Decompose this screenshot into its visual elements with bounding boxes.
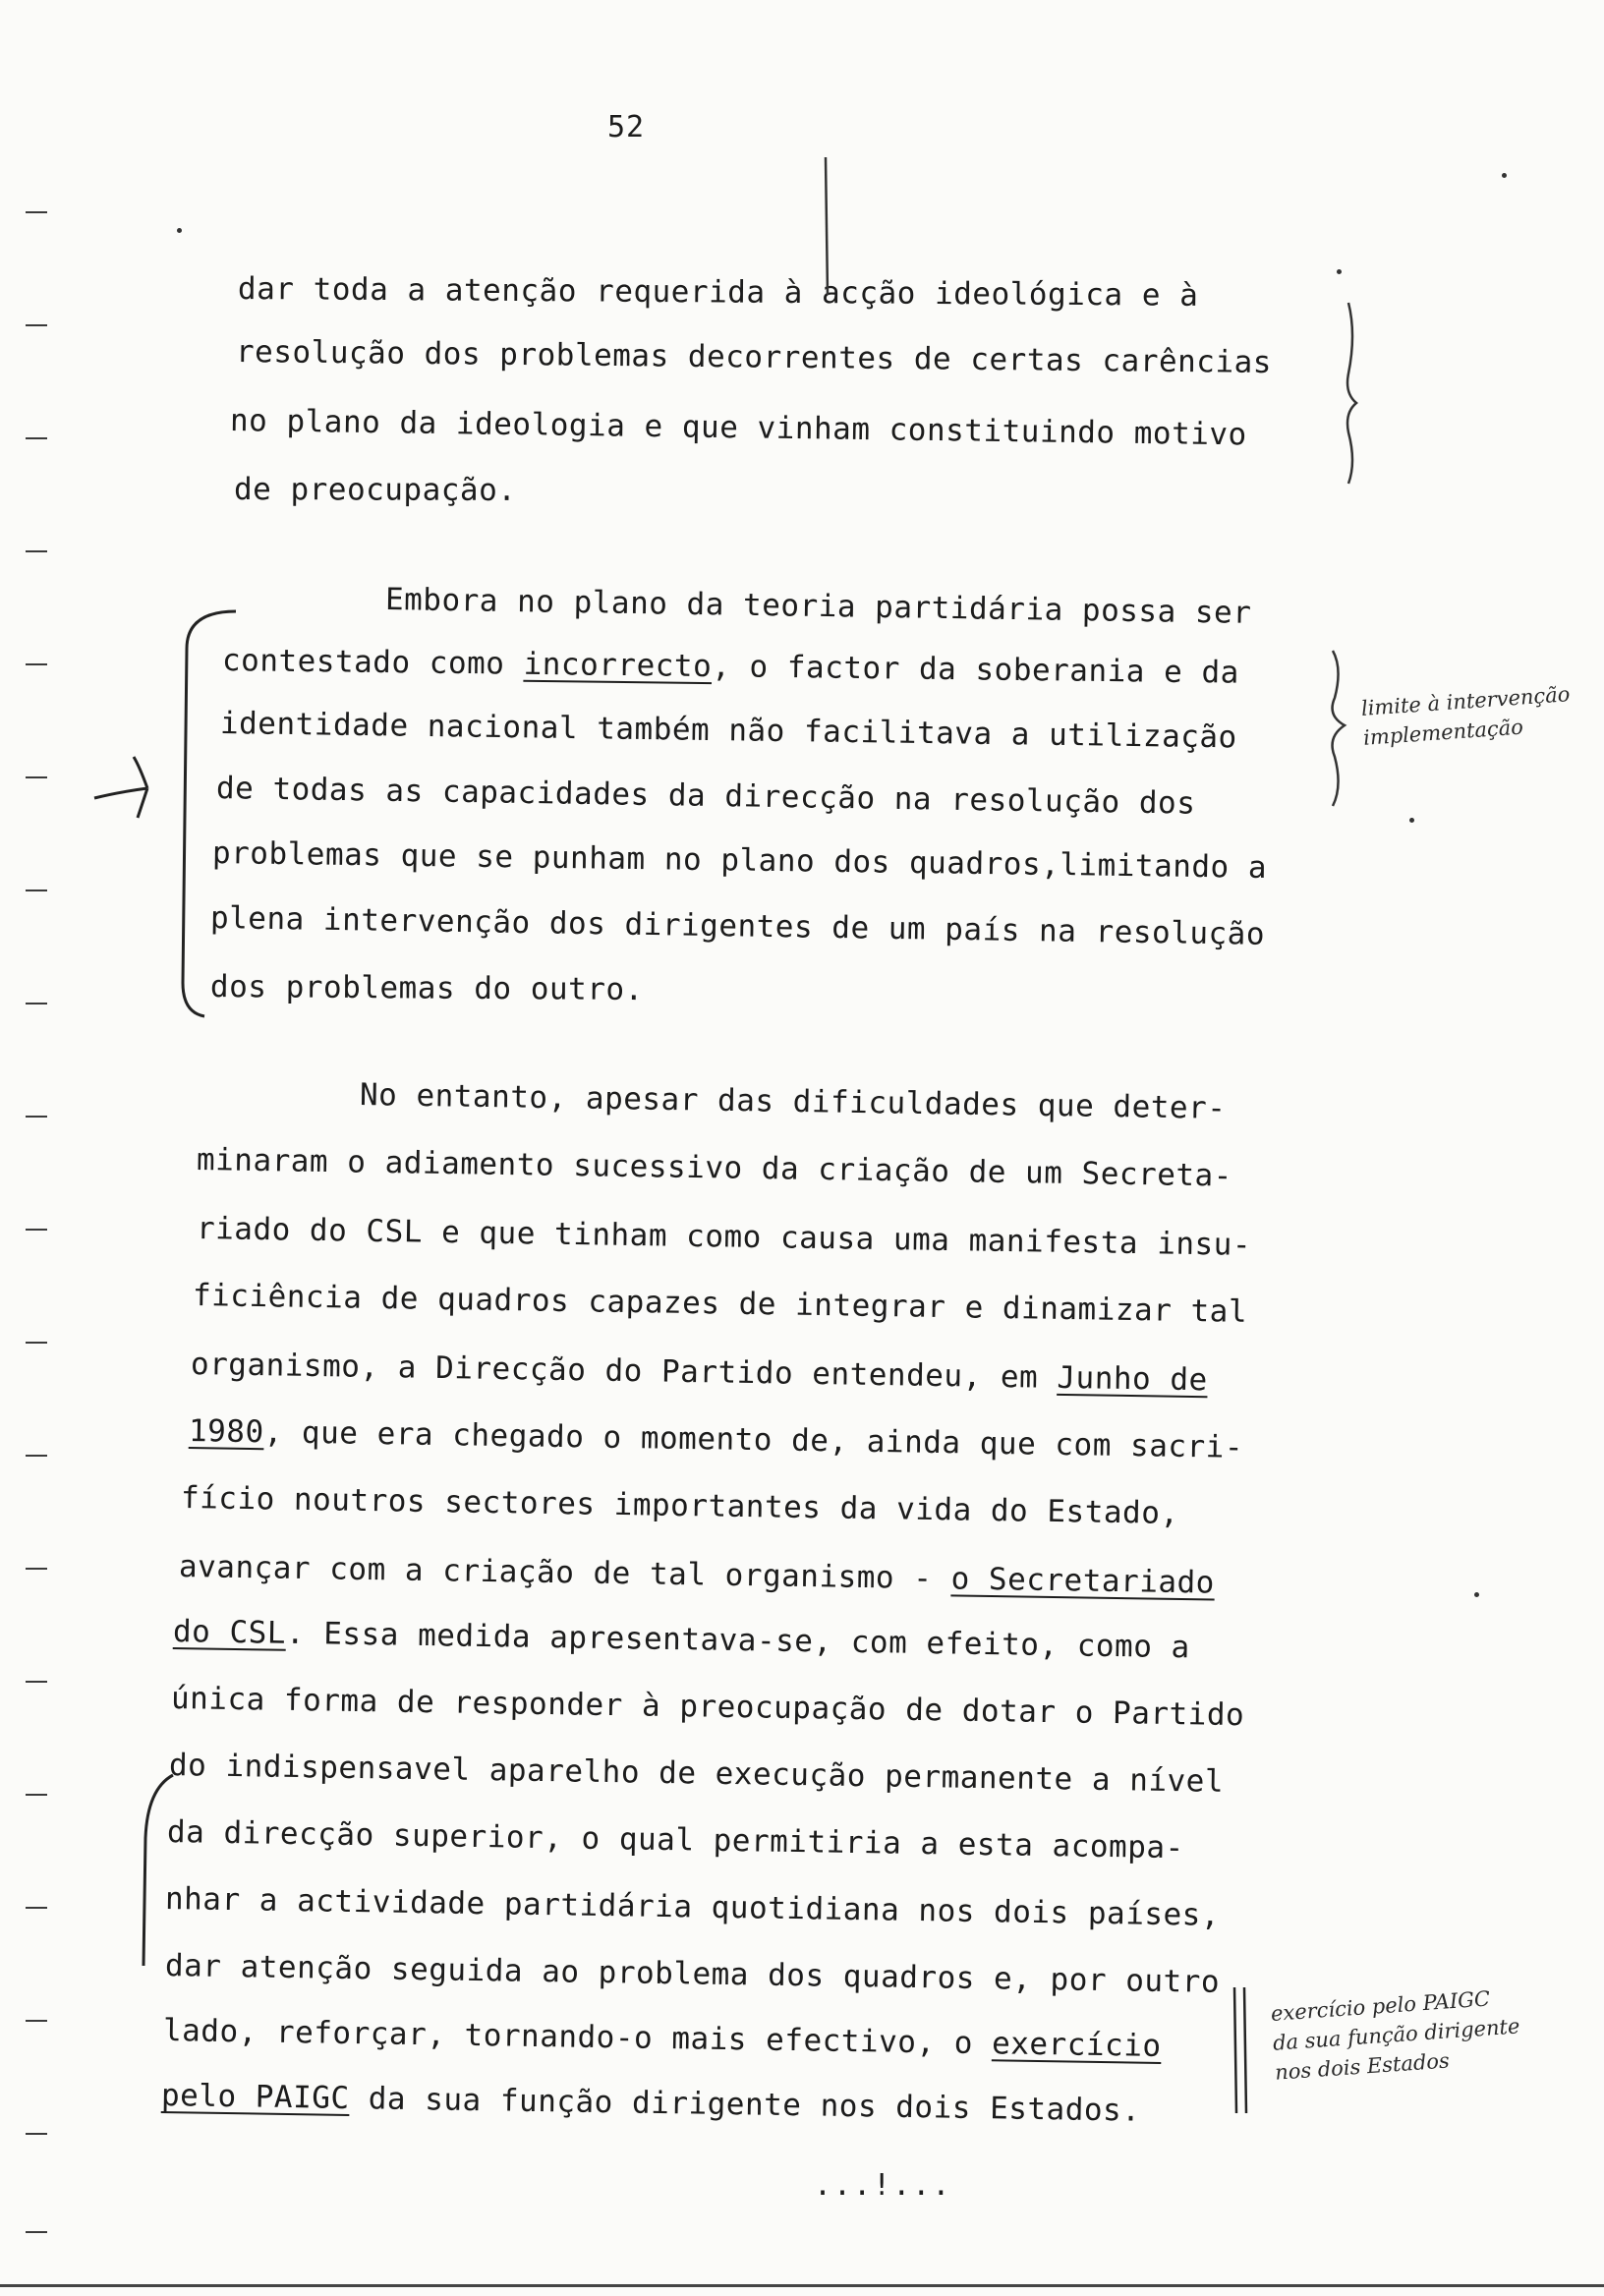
text-segment: de preocupação. xyxy=(233,472,517,509)
underlined-text: o Secretariado xyxy=(950,1561,1216,1601)
text-segment: Embora no plano da teoria partidária possa ser xyxy=(384,582,1252,631)
handwritten-note-line: limite à intervenção xyxy=(1360,682,1572,720)
margin-mark xyxy=(26,2020,47,2022)
margin-mark xyxy=(26,1455,47,1457)
text-segment: dar toda a atenção requerida à acção ideológica e à xyxy=(237,271,1199,314)
text-line xyxy=(181,1478,1179,1533)
margin-mark xyxy=(26,663,47,665)
arrow-icon xyxy=(94,757,147,818)
margin-mark xyxy=(26,1794,47,1796)
margin-mark xyxy=(26,1003,47,1004)
underlined-text: incorrecto xyxy=(523,646,713,685)
text-segment: No entanto, apesar das dificuldades que deter- xyxy=(359,1077,1227,1126)
margin-mark xyxy=(26,211,47,213)
text-segment: da sua função dirigente nos dois Estados. xyxy=(349,2081,1141,2129)
text-line xyxy=(222,641,1239,693)
handwritten-note-2 xyxy=(1270,1981,1522,2087)
text-line xyxy=(163,2011,1162,2066)
page-number: 52 xyxy=(607,110,646,144)
text-segment: ficiência de quadros capazes de integrar e dinamizar tal xyxy=(192,1278,1248,1330)
text-line xyxy=(191,1345,1208,1400)
speck xyxy=(1409,818,1414,823)
underlined-text: 1980 xyxy=(188,1413,264,1451)
text-segment: plena intervenção dos dirigentes de um país na resolução xyxy=(209,900,1266,952)
text-segment: fício noutros sectores importantes da vida do Estado, xyxy=(180,1480,1179,1531)
text-line xyxy=(167,1812,1184,1867)
text-line xyxy=(197,1140,1232,1196)
handwritten-note-line: exercício pelo PAIGC xyxy=(1270,1986,1491,2026)
text-line xyxy=(210,967,644,1009)
text-line xyxy=(179,1547,1216,1603)
speck xyxy=(1502,173,1507,178)
bottom-rule xyxy=(0,2284,1604,2287)
speck xyxy=(1474,1592,1479,1597)
text-segment: avançar com a criação de tal organismo - xyxy=(178,1549,951,1597)
text-line xyxy=(385,580,1252,633)
margin-mark xyxy=(26,1229,47,1231)
underlined-text: pelo PAIGC xyxy=(160,2078,350,2117)
handwritten-note-1 xyxy=(1360,679,1573,753)
continuation-mark: ...!... xyxy=(814,2168,952,2203)
margin-mark xyxy=(26,1907,47,1909)
underlined-text: exercício xyxy=(991,2026,1162,2064)
text-segment: riado do CSL e que tinham como causa uma manifesta insu- xyxy=(196,1211,1252,1263)
text-segment: lado, reforçar, tornando-o mais efectivo, o xyxy=(162,2013,993,2062)
text-line xyxy=(189,1411,1244,1467)
right-bracket-1 xyxy=(1347,303,1356,484)
margin-mark xyxy=(26,776,47,778)
text-segment: do indispensavel aparelho de execução permanente a nível xyxy=(168,1748,1225,1800)
margin-mark xyxy=(26,1568,47,1570)
margin-mark xyxy=(26,550,47,552)
text-line xyxy=(197,1209,1252,1265)
text-segment: única forma de responder à preocupação de dotar o Partido xyxy=(170,1681,1245,1734)
text-line xyxy=(238,269,1199,316)
margin-mark xyxy=(26,890,47,891)
text-line xyxy=(212,833,1268,888)
text-segment: de todas as capacidades da direcção na resolução dos xyxy=(215,771,1196,822)
double-vertical-stroke xyxy=(1234,1987,1246,2113)
margin-mark xyxy=(26,1681,47,1683)
right-bracket-2 xyxy=(1333,651,1345,806)
text-line xyxy=(236,332,1272,382)
margin-mark xyxy=(26,1116,47,1118)
underlined-text: Junho de xyxy=(1057,1359,1208,1399)
text-line xyxy=(234,470,517,510)
handwritten-note-line: da sua função dirigente xyxy=(1272,2014,1521,2055)
text-line xyxy=(360,1075,1227,1128)
handwritten-note-line: nos dois Estados xyxy=(1274,2048,1451,2085)
text-segment: organismo, a Direcção do Partido entendeu, em xyxy=(190,1347,1058,1396)
text-segment: da direcção superior, o qual permitiria a esta acompa- xyxy=(166,1814,1184,1866)
text-segment: resolução dos problemas decorrentes de certas carências xyxy=(235,334,1273,381)
margin-mark xyxy=(26,2231,47,2233)
text-line xyxy=(169,1746,1225,1802)
text-segment: no plano da ideologia e que vinham constituindo motivo xyxy=(229,403,1247,453)
text-line xyxy=(193,1276,1248,1332)
text-segment: , o factor da soberania e da xyxy=(712,649,1240,691)
handwritten-note-line: implementação xyxy=(1362,715,1524,750)
text-segment: , que era chegado o momento de, ainda que com sacri- xyxy=(263,1414,1244,1465)
margin-mark xyxy=(26,437,47,439)
text-segment: dos problemas do outro. xyxy=(209,969,644,1008)
left-bracket-2 xyxy=(143,1775,173,1966)
text-line xyxy=(173,1612,1190,1667)
text-segment: dar atenção seguida ao problema dos quadros e, por outro xyxy=(164,1948,1221,2000)
text-segment: minaram o adiamento sucessivo da criação de um Secreta- xyxy=(196,1142,1233,1194)
margin-mark xyxy=(26,1342,47,1344)
text-line xyxy=(165,1946,1221,2002)
text-line xyxy=(210,898,1266,954)
text-line xyxy=(220,704,1237,757)
margin-mark xyxy=(26,324,47,326)
speck xyxy=(177,228,182,233)
speck xyxy=(1337,269,1342,274)
text-segment: nhar a actividade partidária quotidiana nos dois países, xyxy=(164,1881,1221,1933)
margin-mark xyxy=(26,2133,47,2135)
text-segment: contestado como xyxy=(221,643,524,682)
text-line xyxy=(161,2076,1141,2131)
text-segment: . Essa medida apresentava-se, com efeito, como a xyxy=(285,1615,1190,1666)
text-line xyxy=(230,401,1247,454)
underlined-text: do CSL xyxy=(172,1614,287,1651)
text-line xyxy=(165,1879,1221,1935)
text-segment: problemas que se punham no plano dos quadros,limitando a xyxy=(211,835,1268,886)
text-line xyxy=(216,769,1196,824)
text-segment: identidade nacional também não facilitava a utilização xyxy=(219,706,1237,756)
text-line xyxy=(171,1679,1245,1735)
